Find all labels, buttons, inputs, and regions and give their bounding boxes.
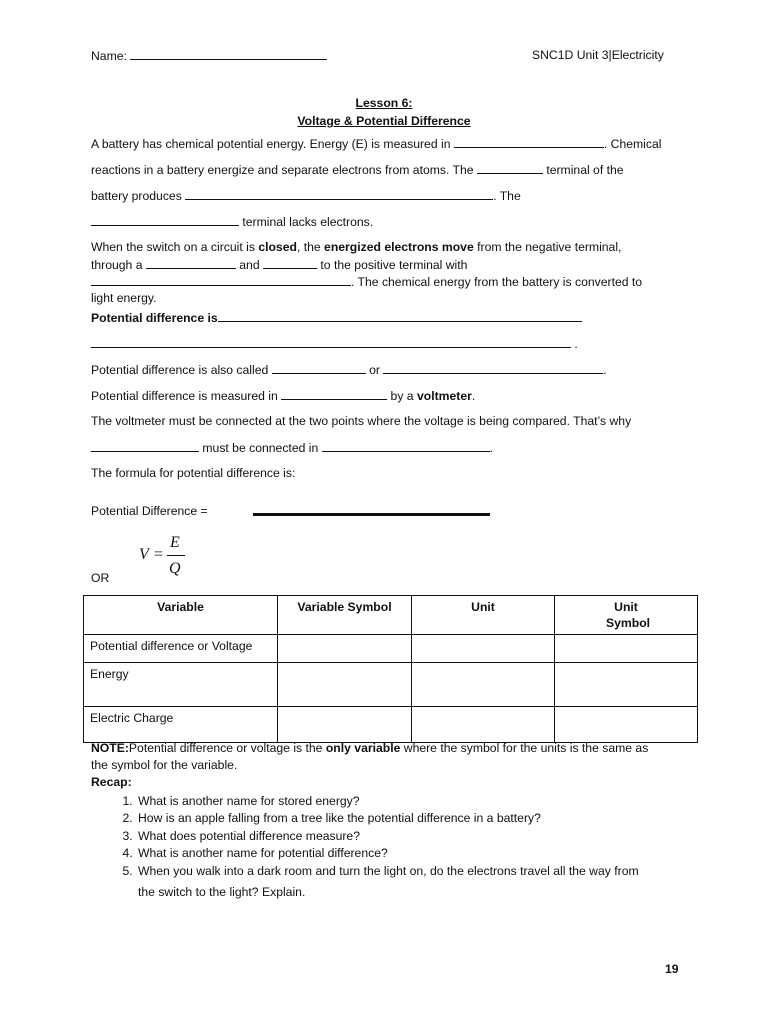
para2-text-e: and [239,258,260,272]
recap-item5-cont: the switch to the light? Explain. [138,885,306,900]
measured-text-a: Potential difference is measured in [91,389,278,403]
voltmeter-blank-1[interactable] [91,440,199,452]
voltmeter-text-b: . [489,441,494,455]
para1-line3 [91,188,521,204]
para2-line3 [91,274,642,290]
table-row [84,635,698,663]
measured-text-b: by a [390,389,414,403]
formula-equation [136,534,196,584]
row-voltage-unit[interactable] [412,635,555,663]
measured-text-c: . [471,389,476,403]
row-energy-symbol[interactable] [278,663,412,707]
para2-text-g: . The chemical energy from the battery is converted to [351,275,643,289]
header-variable: Variable [84,596,278,635]
measured-blank[interactable] [281,388,387,400]
produces-blank[interactable] [185,188,493,200]
row-charge-unit-symbol[interactable] [555,707,698,743]
variables-table [83,595,698,743]
formula-e: E [170,534,180,551]
note-only-variable: only variable [325,741,401,755]
terminal-blank-2[interactable] [91,214,239,226]
row-charge-label: Electric Charge [84,707,278,743]
with-blank[interactable] [91,274,351,286]
pd-definition-blank-2[interactable] [91,336,571,348]
para2-line4: light energy. [91,291,157,305]
formula-q: Q [169,560,181,577]
also-called-line [91,362,607,378]
para1-text-f: . The [493,189,521,203]
list-item: 4. What is another name for potential difference? [136,845,696,862]
page-title: Voltage & Potential Difference [297,114,471,128]
para2-energized: energized electrons move [324,240,474,254]
note-line2: the symbol for the variable. [91,758,238,772]
voltmeter-term: voltmeter [416,389,472,403]
header-unit-symbol-text: Unit Symbol [606,600,651,630]
also-called-text-a: Potential difference is also called [91,363,269,377]
para1-line2 [91,162,624,178]
formula-label: Potential Difference = [91,504,208,518]
row-voltage-label: Potential difference or Voltage [84,635,278,663]
measured-line [91,388,475,404]
para1-text-c: reactions in a battery energize and separate electrons from atoms. The [91,163,474,177]
list-item: 3. What does potential difference measure? [136,828,696,845]
voltmeter-blank-2[interactable] [322,440,490,452]
row-voltage-symbol[interactable] [278,635,412,663]
row-voltage-unit-symbol[interactable] [555,635,698,663]
note-label: NOTE: [91,741,129,755]
list-item [136,863,696,904]
voltmeter-line2 [91,440,493,456]
note-text-b: where the symbol for the units is the same as [403,741,649,755]
name-label: Name: [91,49,127,63]
para1-text-g: terminal lacks electrons. [242,215,374,229]
para1-text-a: A battery has chemical potential energy. Energy (E) is measured in [91,137,451,151]
para2-text-b: , the [296,240,321,254]
para2-text-d: through a [91,258,143,272]
para2-text-f: to the positive terminal with [320,258,468,272]
formula-v: V [139,546,149,563]
pd-definition-line1 [91,310,582,326]
pd-end: . [574,337,578,351]
voltmeter-text-a: must be connected in [202,441,319,455]
table-header-row [84,596,698,635]
formula-equals: = [154,546,164,563]
row-charge-unit[interactable] [412,707,555,743]
list-item: 1. What is another name for stored energy? [136,793,696,810]
note-text-a: Potential difference or voltage is the [128,741,323,755]
lesson-number: Lesson 6: [355,96,413,110]
name-blank[interactable] [130,48,327,60]
para1-line1 [91,136,661,152]
name-field[interactable] [91,48,327,64]
row-energy-unit[interactable] [412,663,555,707]
para1-text-b: . Chemical [603,137,662,151]
voltmeter-line1: The voltmeter must be connected at the two points where the voltage is being compared. That’s why [91,414,632,428]
page-number: 19 [665,962,679,976]
list-item: 2. How is an apple falling from a tree like the potential difference in a battery? [136,810,696,827]
course-code: SNC1D Unit 3|Electricity [532,48,664,62]
energy-unit-blank[interactable] [454,136,604,148]
table-row [84,707,698,743]
header-unit: Unit [412,596,555,635]
table-row [84,663,698,707]
fraction-bar [167,555,185,556]
recap-title: Recap: [91,775,132,789]
note-line1 [91,741,648,756]
pd-definition-blank-1[interactable] [218,310,582,322]
para2-text-a: When the switch on a circuit is [91,240,255,254]
header-variable-symbol: Variable Symbol [278,596,412,635]
also-called-blank-1[interactable] [272,362,366,374]
pd-label: Potential difference is [91,311,218,325]
header-unit-symbol [555,596,698,635]
para1-line4 [91,214,373,230]
para2-text-c: from the negative terminal, [477,240,622,254]
pd-definition-line2 [91,336,578,352]
row-energy-unit-symbol[interactable] [555,663,698,707]
also-called-text-c: . [603,363,607,377]
para2-closed: closed [258,240,297,254]
through-blank[interactable] [146,257,236,269]
para1-text-d: terminal of the [546,163,624,177]
and-blank[interactable] [263,257,317,269]
para1-text-e: battery produces [91,189,182,203]
also-called-text-b: or [369,363,380,377]
row-charge-symbol[interactable] [278,707,412,743]
formula-or: OR [91,571,110,585]
para2-line2 [91,257,467,273]
para2-line1 [91,240,621,255]
also-called-blank-2[interactable] [383,362,603,374]
recap-item5-text: When you walk into a dark room and turn the light on, do the electrons travel all the way from [138,863,639,878]
formula-answer-line[interactable] [253,513,490,516]
terminal-blank-1[interactable] [477,162,543,174]
recap-list [112,793,696,904]
row-energy-label: Energy [84,663,278,707]
formula-intro: The formula for potential difference is: [91,466,296,480]
